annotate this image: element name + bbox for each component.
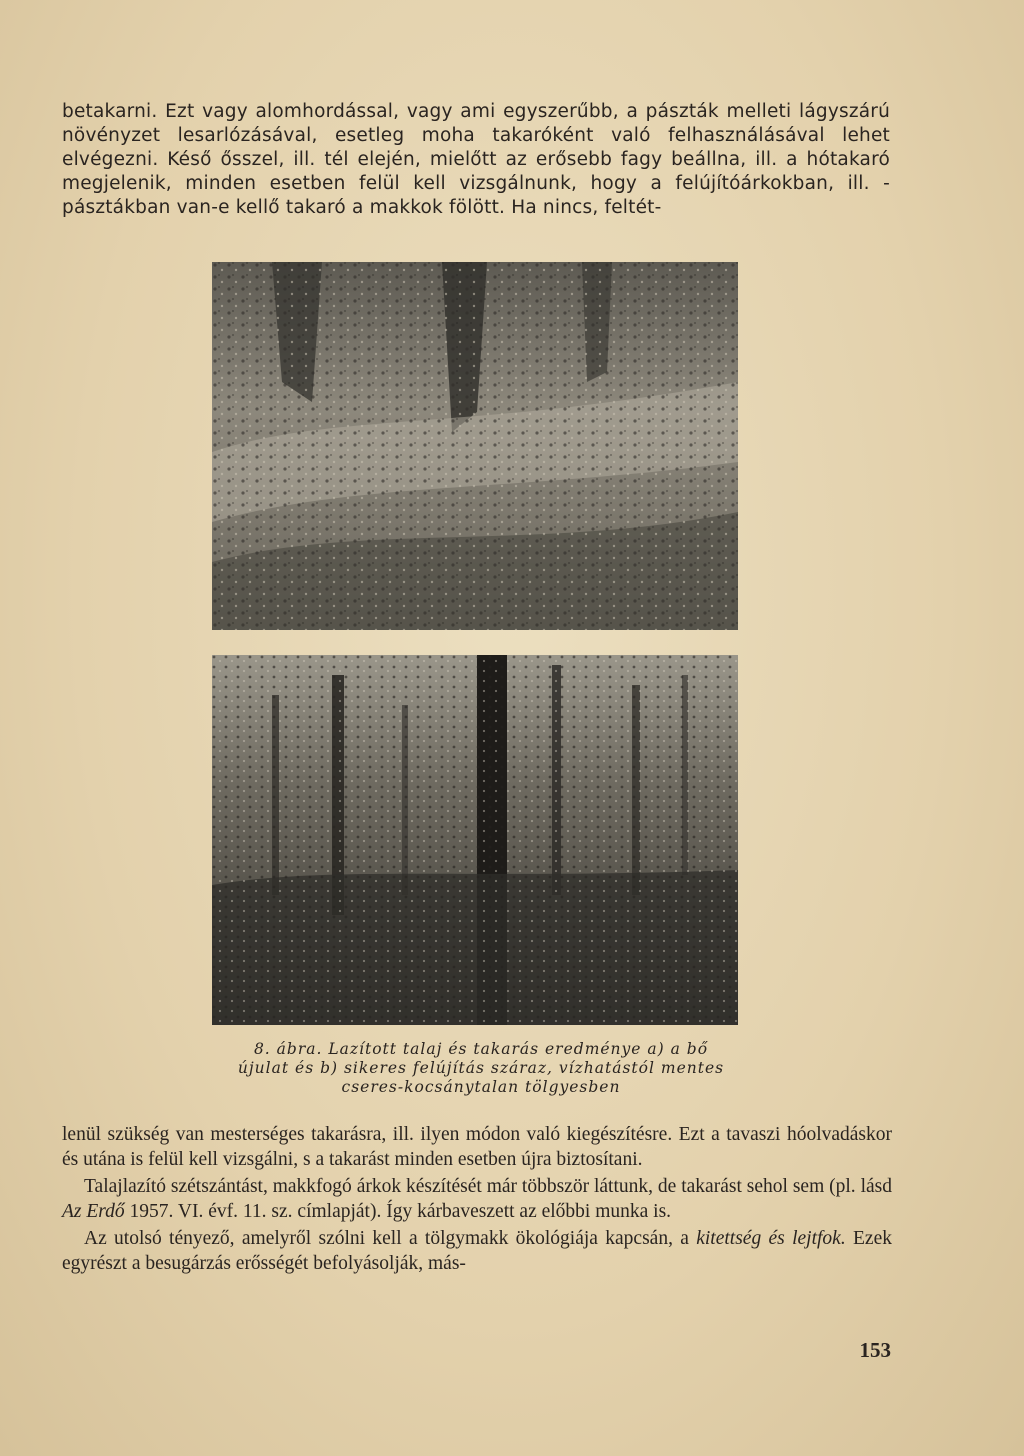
top-paragraph: betakarni. Ezt vagy alomhordással, vagy ami egyszerűbb, a pászták melleti lágyszárú növényzet lesarlózásával, esetleg moha takaróként való felhasználásával lehet elvégezni. Késő ősszel, ill. tél elején, mielőtt az erősebb fagy beállna, ill. a hótakaró megjelenik, minden esetben felül kell vizsgálnunk, hogy a felújítóárkokban, ill. -pásztákban van-e kellő takaró a makkok fölött. Ha nincs, feltét-: [62, 101, 890, 218]
caption-line-2: újulat és b) sikeres felújítás száraz, vízhatástól mentes: [237, 1059, 725, 1077]
paragraph-continuation: lenül szükség van mesterséges takarásra, ill. ilyen módon való kiegészítésre. Ezt a tavaszi hóolvadáskor és utána is felül kell vizsgálni, s a takarást minden esetben újra biztosítani.: [62, 1124, 892, 1170]
photo-a-forest-floor: [212, 262, 738, 630]
bottom-text-block: [62, 1123, 892, 1276]
paragraph-utolso-tenyezo: [62, 1227, 892, 1276]
photo-b-oak-forest: [212, 655, 738, 1025]
page-number: 153: [859, 1338, 891, 1362]
p3-text-2: Ezek egyrészt a besugárzás erősségét befolyásolják, más-: [62, 1228, 892, 1274]
p2-text-2: 1957. VI. évf. 11. sz. címlapját). Így kárbaveszett az előbbi munka is.: [124, 1200, 672, 1222]
p2-text-1: Talajlazító szétszántást, makkfogó árkok készítését már többször láttunk, de takarást sehol sem (pl. lásd: [84, 1176, 892, 1197]
journal-title: Az Erdő: [62, 1200, 125, 1222]
figure-caption: [206, 1040, 756, 1097]
emphasis-kitettseg: kitettség és lejtfok.: [696, 1228, 846, 1249]
caption-line-1: 8. ábra. Lazított talaj és takarás eredménye a) a bő: [253, 1040, 709, 1058]
caption-line-3: cseres-kocsánytalan tölgyesben: [341, 1078, 621, 1096]
paragraph-talajlazito: [62, 1175, 892, 1224]
p3-text-1: Az utolsó tényező, amelyről szólni kell a tölgymakk ökológiája kapcsán, a: [84, 1228, 697, 1249]
